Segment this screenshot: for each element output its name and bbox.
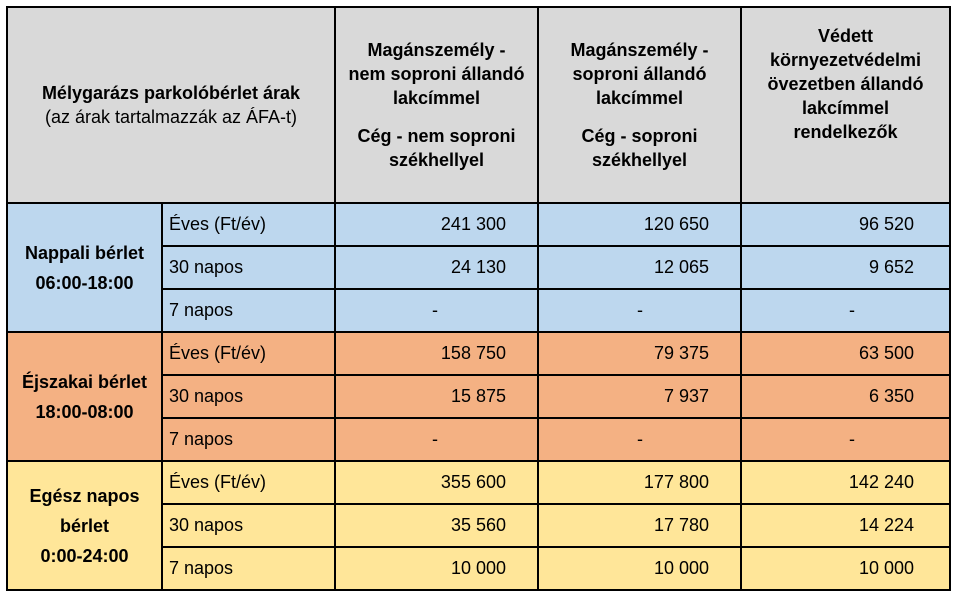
column-header-2-line4: Cég - soproni: [581, 126, 698, 146]
period-cell: 30 napos: [162, 375, 335, 418]
group-label-line3: 0:00-24:00: [40, 545, 129, 566]
group-label-line1: Nappali bérlet: [24, 242, 145, 263]
table-row: [7, 203, 950, 246]
price-cell: 24 130: [335, 246, 538, 289]
price-cell: 7 937: [538, 375, 741, 418]
price-cell: 241 300: [335, 203, 538, 246]
table-row: [7, 461, 950, 504]
period-cell: Éves (Ft/év): [162, 332, 335, 375]
column-header-3-line4: lakcímmel: [801, 98, 890, 118]
price-cell: 79 375: [538, 332, 741, 375]
period-cell: 7 napos: [162, 418, 335, 461]
period-cell: 7 napos: [162, 547, 335, 590]
column-header-1-line5: székhellyel: [388, 150, 485, 170]
price-cell: 158 750: [335, 332, 538, 375]
column-header-1: [335, 7, 538, 203]
price-cell: -: [538, 418, 741, 461]
period-cell: 30 napos: [162, 246, 335, 289]
price-cell: 17 780: [538, 504, 741, 547]
column-header-3-line5: rendelkezők: [793, 122, 898, 142]
column-header-3-line1: Védett: [817, 26, 873, 46]
column-header-1-line1: Magánszemély -: [367, 40, 506, 60]
price-cell: 355 600: [335, 461, 538, 504]
group-label-line1: Éjszakai bérlet: [21, 371, 148, 392]
price-cell: -: [335, 289, 538, 332]
table-row: [7, 332, 950, 375]
price-cell: 10 000: [335, 547, 538, 590]
group-label-full-day: [7, 461, 162, 590]
price-cell: 6 350: [741, 375, 950, 418]
table-title: Mélygarázs parkolóbérlet árak: [41, 83, 301, 103]
group-label-line2: bérlet: [59, 515, 110, 536]
price-cell: 142 240: [741, 461, 950, 504]
header-row: [7, 7, 950, 203]
price-cell: 63 500: [741, 332, 950, 375]
price-cell: -: [335, 418, 538, 461]
price-cell: 14 224: [741, 504, 950, 547]
group-label-line2: 06:00-18:00: [35, 272, 134, 293]
column-header-2-line3: lakcímmel: [595, 88, 684, 108]
price-cell: 10 000: [741, 547, 950, 590]
period-cell: 30 napos: [162, 504, 335, 547]
period-cell: 7 napos: [162, 289, 335, 332]
price-cell: -: [538, 289, 741, 332]
price-cell: -: [741, 418, 950, 461]
column-header-2-line1: Magánszemély -: [570, 40, 709, 60]
group-label-night: [7, 332, 162, 461]
column-header-1-line2: nem soproni állandó: [348, 64, 525, 84]
column-header-3-line2: környezetvédelmi: [769, 50, 922, 70]
column-header-1-line4: Cég - nem soproni: [357, 126, 516, 146]
column-header-2-line5: székhellyel: [591, 150, 688, 170]
price-cell: -: [741, 289, 950, 332]
table-title-cell: [7, 7, 335, 203]
price-cell: 35 560: [335, 504, 538, 547]
column-header-1-line3: lakcímmel: [392, 88, 481, 108]
price-table: [6, 6, 951, 591]
price-cell: 120 650: [538, 203, 741, 246]
price-cell: 96 520: [741, 203, 950, 246]
column-header-3-line3: övezetben állandó: [767, 74, 924, 94]
period-cell: Éves (Ft/év): [162, 461, 335, 504]
column-header-3: [741, 7, 950, 203]
period-cell: Éves (Ft/év): [162, 203, 335, 246]
column-header-2-line2: soproni állandó: [572, 64, 707, 84]
table-subtitle: (az árak tartalmazzák az ÁFA-t): [44, 107, 298, 127]
price-cell: 15 875: [335, 375, 538, 418]
price-cell: 9 652: [741, 246, 950, 289]
group-label-day: [7, 203, 162, 332]
group-label-line2: 18:00-08:00: [35, 401, 134, 422]
price-cell: 10 000: [538, 547, 741, 590]
group-label-line1: Egész napos: [29, 485, 140, 506]
price-cell: 177 800: [538, 461, 741, 504]
price-cell: 12 065: [538, 246, 741, 289]
column-header-2: [538, 7, 741, 203]
